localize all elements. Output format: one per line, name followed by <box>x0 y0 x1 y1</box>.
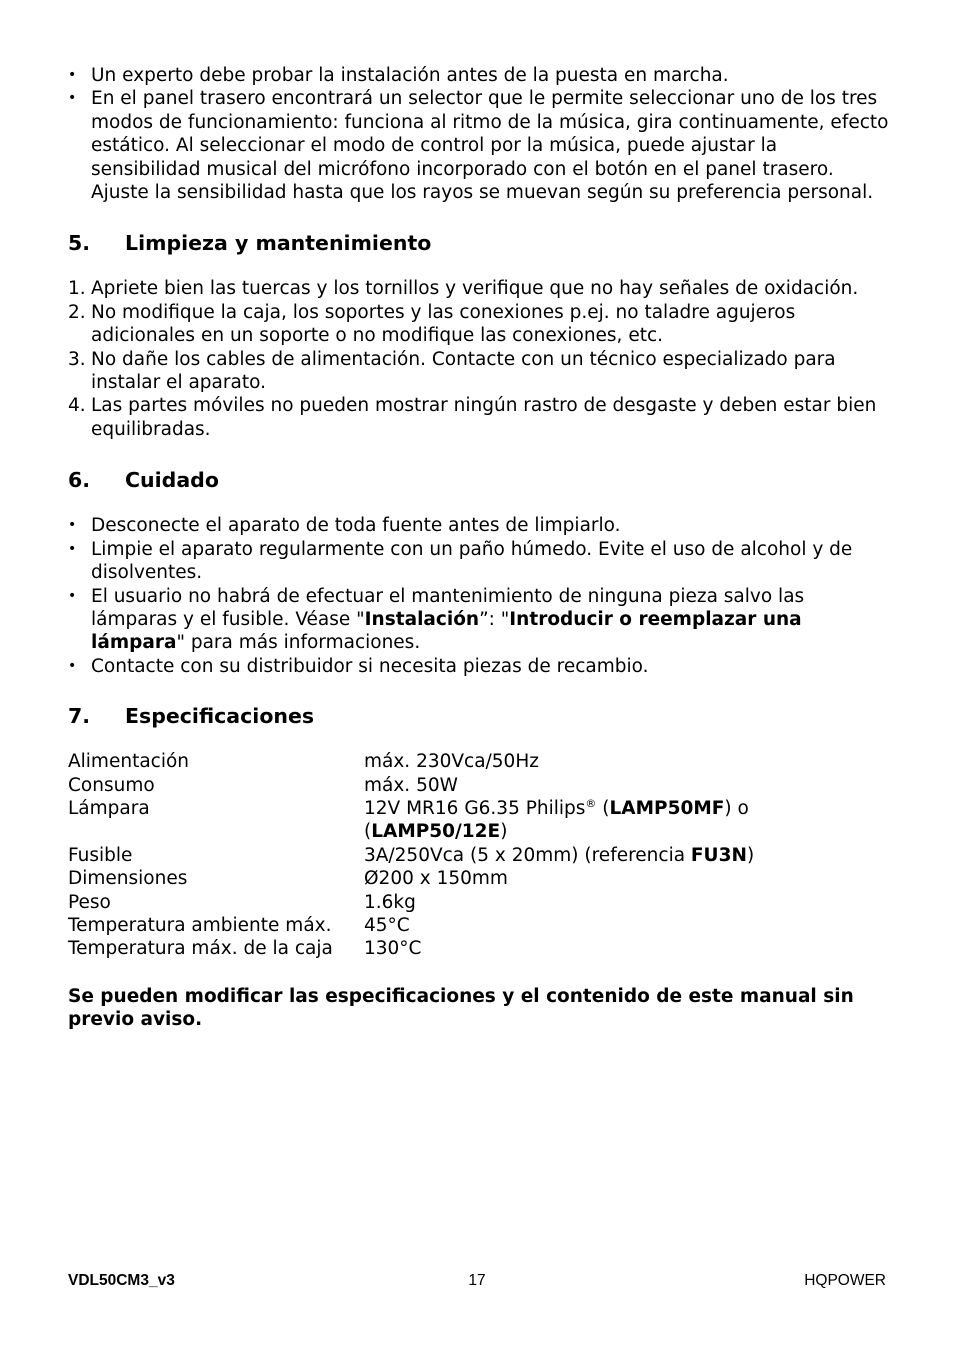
part-number: LAMP50MF <box>609 797 725 819</box>
table-row <box>68 914 890 937</box>
section-heading-especificaciones <box>68 702 890 730</box>
specifications-table <box>68 750 890 961</box>
spec-key: Lámpara <box>68 797 150 819</box>
list-item: • Desconecte el aparato de toda fuente antes de limpiarlo. <box>68 514 890 537</box>
spec-value-text: 3A/250Vca (5 x 20mm) (referencia <box>364 844 691 866</box>
spec-key: Alimentación <box>68 751 190 773</box>
ref-instalacion: Instalación <box>364 608 480 630</box>
list-item: • Contacte con su distribuidor si necesita piezas de recambio. <box>68 655 890 678</box>
section-heading-cuidado <box>68 466 890 494</box>
list-item-text: " para más informaciones. <box>176 632 421 654</box>
spec-key: Fusible <box>68 844 133 866</box>
list-item <box>68 585 890 655</box>
table-row <box>68 797 890 844</box>
page-footer <box>68 1272 886 1292</box>
document-page <box>68 64 890 1032</box>
section-number: 5. <box>68 231 91 256</box>
list-item: • Un experto debe probar la instalación antes de la puesta en marcha. <box>68 64 890 87</box>
section-number: 6. <box>68 468 91 493</box>
list-item-number: 1. <box>68 278 86 300</box>
list-item-text: El usuario no habrá de efectuar el mantenimiento de ninguna pieza salvo las lámparas y el fusible. Véase " <box>91 585 805 630</box>
table-row <box>68 844 890 867</box>
table-row <box>68 774 890 797</box>
spec-value <box>364 844 890 867</box>
section-number: 7. <box>68 704 91 729</box>
spec-value: 1.6kg <box>364 891 416 913</box>
spec-key: Dimensiones <box>68 868 188 890</box>
list-item <box>68 348 890 395</box>
spec-value-text: ( <box>596 797 610 819</box>
spec-value <box>364 797 890 844</box>
spec-value: Ø200 x 150mm <box>364 868 508 890</box>
spec-key: Peso <box>68 891 111 913</box>
ref-introducir-lampara: Introducir o reemplazar una lámpara <box>91 608 802 654</box>
list-item-text: Las partes móviles no pueden mostrar ningún rastro de desgaste y deben estar bien equilibradas. <box>91 395 877 440</box>
table-row <box>68 867 890 890</box>
section-heading-limpieza <box>68 229 890 257</box>
list-item-text: Apriete bien las tuercas y los tornillos y verifique que no hay señales de oxidación. <box>91 278 859 300</box>
spec-key: Temperatura máx. de la caja <box>68 938 333 960</box>
section-title: Especificaciones <box>125 704 315 729</box>
spec-value: máx. 230Vca/50Hz <box>364 751 539 773</box>
list-item-text: No modifique la caja, los soportes y las conexiones p.ej. no taladre agujeros adicionales en un soporte o no modifique las conexiones, etc. <box>91 301 796 347</box>
list-item: • En el panel trasero encontrará un selector que le permite seleccionar uno de los tres modos de funcionamiento: funciona al ritmo de la música, gira continuamente, efecto estático. Al seleccionar el modo de control por la música, puede ajustar la sensibilidad musical del micrófono incorporado con el botón en el panel trasero. Ajuste la sensibilidad hasta que los rayos se muevan según su preferencia personal. <box>68 87 890 204</box>
part-number: FU3N <box>690 844 747 866</box>
list-item-number: 4. <box>68 395 86 417</box>
spec-value: 45°C <box>364 914 410 936</box>
care-bullet-list <box>68 514 890 678</box>
registered-mark: ® <box>585 796 597 810</box>
spec-value: 130°C <box>364 938 422 960</box>
intro-bullet-list <box>68 64 890 204</box>
table-row <box>68 750 890 773</box>
section-title: Limpieza y mantenimiento <box>125 231 432 256</box>
spec-value-text: 12V MR16 G6.35 Philips <box>364 797 586 819</box>
list-item-text: ”: " <box>479 608 510 630</box>
table-row <box>68 891 890 914</box>
page-number: 17 <box>468 1272 486 1289</box>
spec-key: Consumo <box>68 774 155 796</box>
list-item <box>68 277 890 300</box>
footer-brand: HQPOWER <box>804 1272 886 1289</box>
spec-key: Temperatura ambiente máx. <box>68 914 332 936</box>
list-item <box>68 394 890 441</box>
maintenance-numbered-list <box>68 277 890 441</box>
spec-value-text: ) <box>500 821 508 843</box>
section-title: Cuidado <box>125 468 219 493</box>
list-item <box>68 301 890 348</box>
spec-value-text: ) <box>746 844 755 866</box>
list-item-number: 3. <box>68 348 86 370</box>
table-row <box>68 937 890 960</box>
list-item-number: 2. <box>68 301 86 323</box>
footer-model: VDL50CM3_v3 <box>68 1272 175 1289</box>
list-item-text: No dañe los cables de alimentación. Contacte con un técnico especializado para instalar el aparato. <box>91 348 836 394</box>
list-item: • Limpie el aparato regularmente con un paño húmedo. Evite el uso de alcohol y de disolventes. <box>68 538 890 585</box>
part-number: LAMP50/12E <box>371 821 501 843</box>
spec-value: máx. 50W <box>364 774 458 796</box>
specifications-notice: Se pueden modificar las especificaciones y el contenido de este manual sin previo aviso. <box>68 985 854 1031</box>
spec-value-text: ) o ( <box>364 797 749 843</box>
